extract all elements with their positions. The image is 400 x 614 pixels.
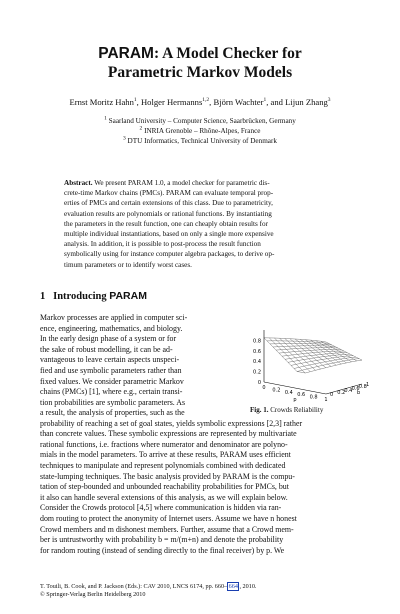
y-tick-label: 0.6 xyxy=(351,386,360,392)
intro-text-narrow: Markov processes are applied in computer sci- ence, engineering, mathematics, and biology. In the early design phase of a system or for the sake of robust modelling, it can be ad- vantageous to leave certain aspects unspeci- fied and use symbolic parameters rather than fixed values. We consider parametric Markov chains (PMCs) [1], where e.g., certain transi- tion probabilities are symbolic parameters. As xyxy=(40,313,188,407)
y-tick-label: 0.2 xyxy=(337,390,346,396)
page-link[interactable]: 664 xyxy=(228,583,238,590)
affiliations xyxy=(0,116,400,146)
y-tick-label: 0.4 xyxy=(344,388,353,394)
x-tick-label: 0.8 xyxy=(309,394,318,401)
z-tick-label: 0.8 xyxy=(253,338,261,345)
intro-text-full: a result, the analysis of properties, such as the probability of reaching a set of goal states, yields symbolic expressions [2,3] rather than concrete values. These symbolic expressions are represented by multivariate rational functions, i.e. fractions where numerator and denominator are polyno- mials in the model parameters. To arrive at these results, PARAM uses efficient techniques to manipulate and represent polynomials combined with dedicated state-lumping techniques. The basic analysis provided by PARAM is the compu- tation of step-bounded and unbounded reachability probabilities for PMCs, but it also can handle several extensions of this analysis, as we will explain below. Consider the Crowds protocol [4,5] where communication is hidden via ran- dom routing to protect the anonymity of Internet users. Assume we have n honest Crowd members and m dishonest members. Further, assume that a Crowd mem- ber is untrustworthy with probability b = m/(m+n) and denote the probability for random routing (instead of sending directly to the final receiver) by p. We xyxy=(40,408,303,555)
paper-title: PARAM: A Model Checker for Parametric Markov Models xyxy=(98,45,302,81)
affiliation-1: $^1$ Saarland University – Computer Science, Saarbrücken, Germany xyxy=(104,115,296,125)
surface-mesh-line xyxy=(300,360,362,373)
figure-caption: Fig. 1. Crowds Reliability xyxy=(250,406,324,414)
author-list: Ernst Moritz Hahn$^1$, Holger Hermanns$^{1,2}$, Björn Wachter$^1$, and Lijun Zhang$^3$ xyxy=(69,97,331,107)
x-tick-label: 0.6 xyxy=(297,392,306,399)
z-tick-label: 0.2 xyxy=(253,369,261,376)
abstract: Abstract. We present PARAM 1.0, a model checker for parametric dis- crete-time Markov chains (PMCs). PARAM can evaluate temporal prop- erties of PMCs and certain extensions of this class. Due to parametricity, evaluation results are polynomials or rational functions. By instantiating the parameters in the result function, one can cheaply obtain results for multiple individual instantiations, based on only a single more expensive analysis. In addition, it is possible to post-process the result function symbolically using for instance computer algebra packages, to derive op- timum parameters or to identify worst cases. xyxy=(64,179,275,269)
section-heading: 1 Introducing PARAM xyxy=(40,290,147,302)
tool-name: PARAM xyxy=(98,45,154,62)
y-tick-label: 0.8 xyxy=(358,384,367,390)
z-tick-label: 0 xyxy=(257,380,261,386)
affiliation-3: $^3$ DTU Informatics, Technical University of Denmark xyxy=(122,135,277,145)
x-tick-label: 0.2 xyxy=(272,387,281,394)
surface-mesh-line xyxy=(269,338,305,373)
abstract-label: Abstract. xyxy=(64,179,93,187)
y-axis-label: b xyxy=(357,390,361,396)
crowds-reliability-figure xyxy=(226,310,370,412)
x-tick-label: 0.4 xyxy=(284,389,293,396)
footer: T. Touili, B. Cook, and P. Jackson (Eds.): CAV 2010, LNCS 6174, pp. 660– 664 , 2010. © Springer-Verlag Berlin Heidelberg 2010 xyxy=(40,583,257,598)
affiliation-2: $^2$ INRIA Grenoble – Rhône-Alpes, France xyxy=(139,125,261,135)
z-tick-label: 0.6 xyxy=(253,348,261,355)
surface-mesh-line xyxy=(264,338,300,372)
x-tick-label: 1 xyxy=(324,397,328,403)
x-tick-label: 0 xyxy=(262,385,266,391)
y-tick-label: 0 xyxy=(330,392,334,398)
y-tick-label: 1 xyxy=(366,382,370,388)
z-tick-label: 0.4 xyxy=(253,359,261,366)
x-axis-label: p xyxy=(293,397,297,403)
